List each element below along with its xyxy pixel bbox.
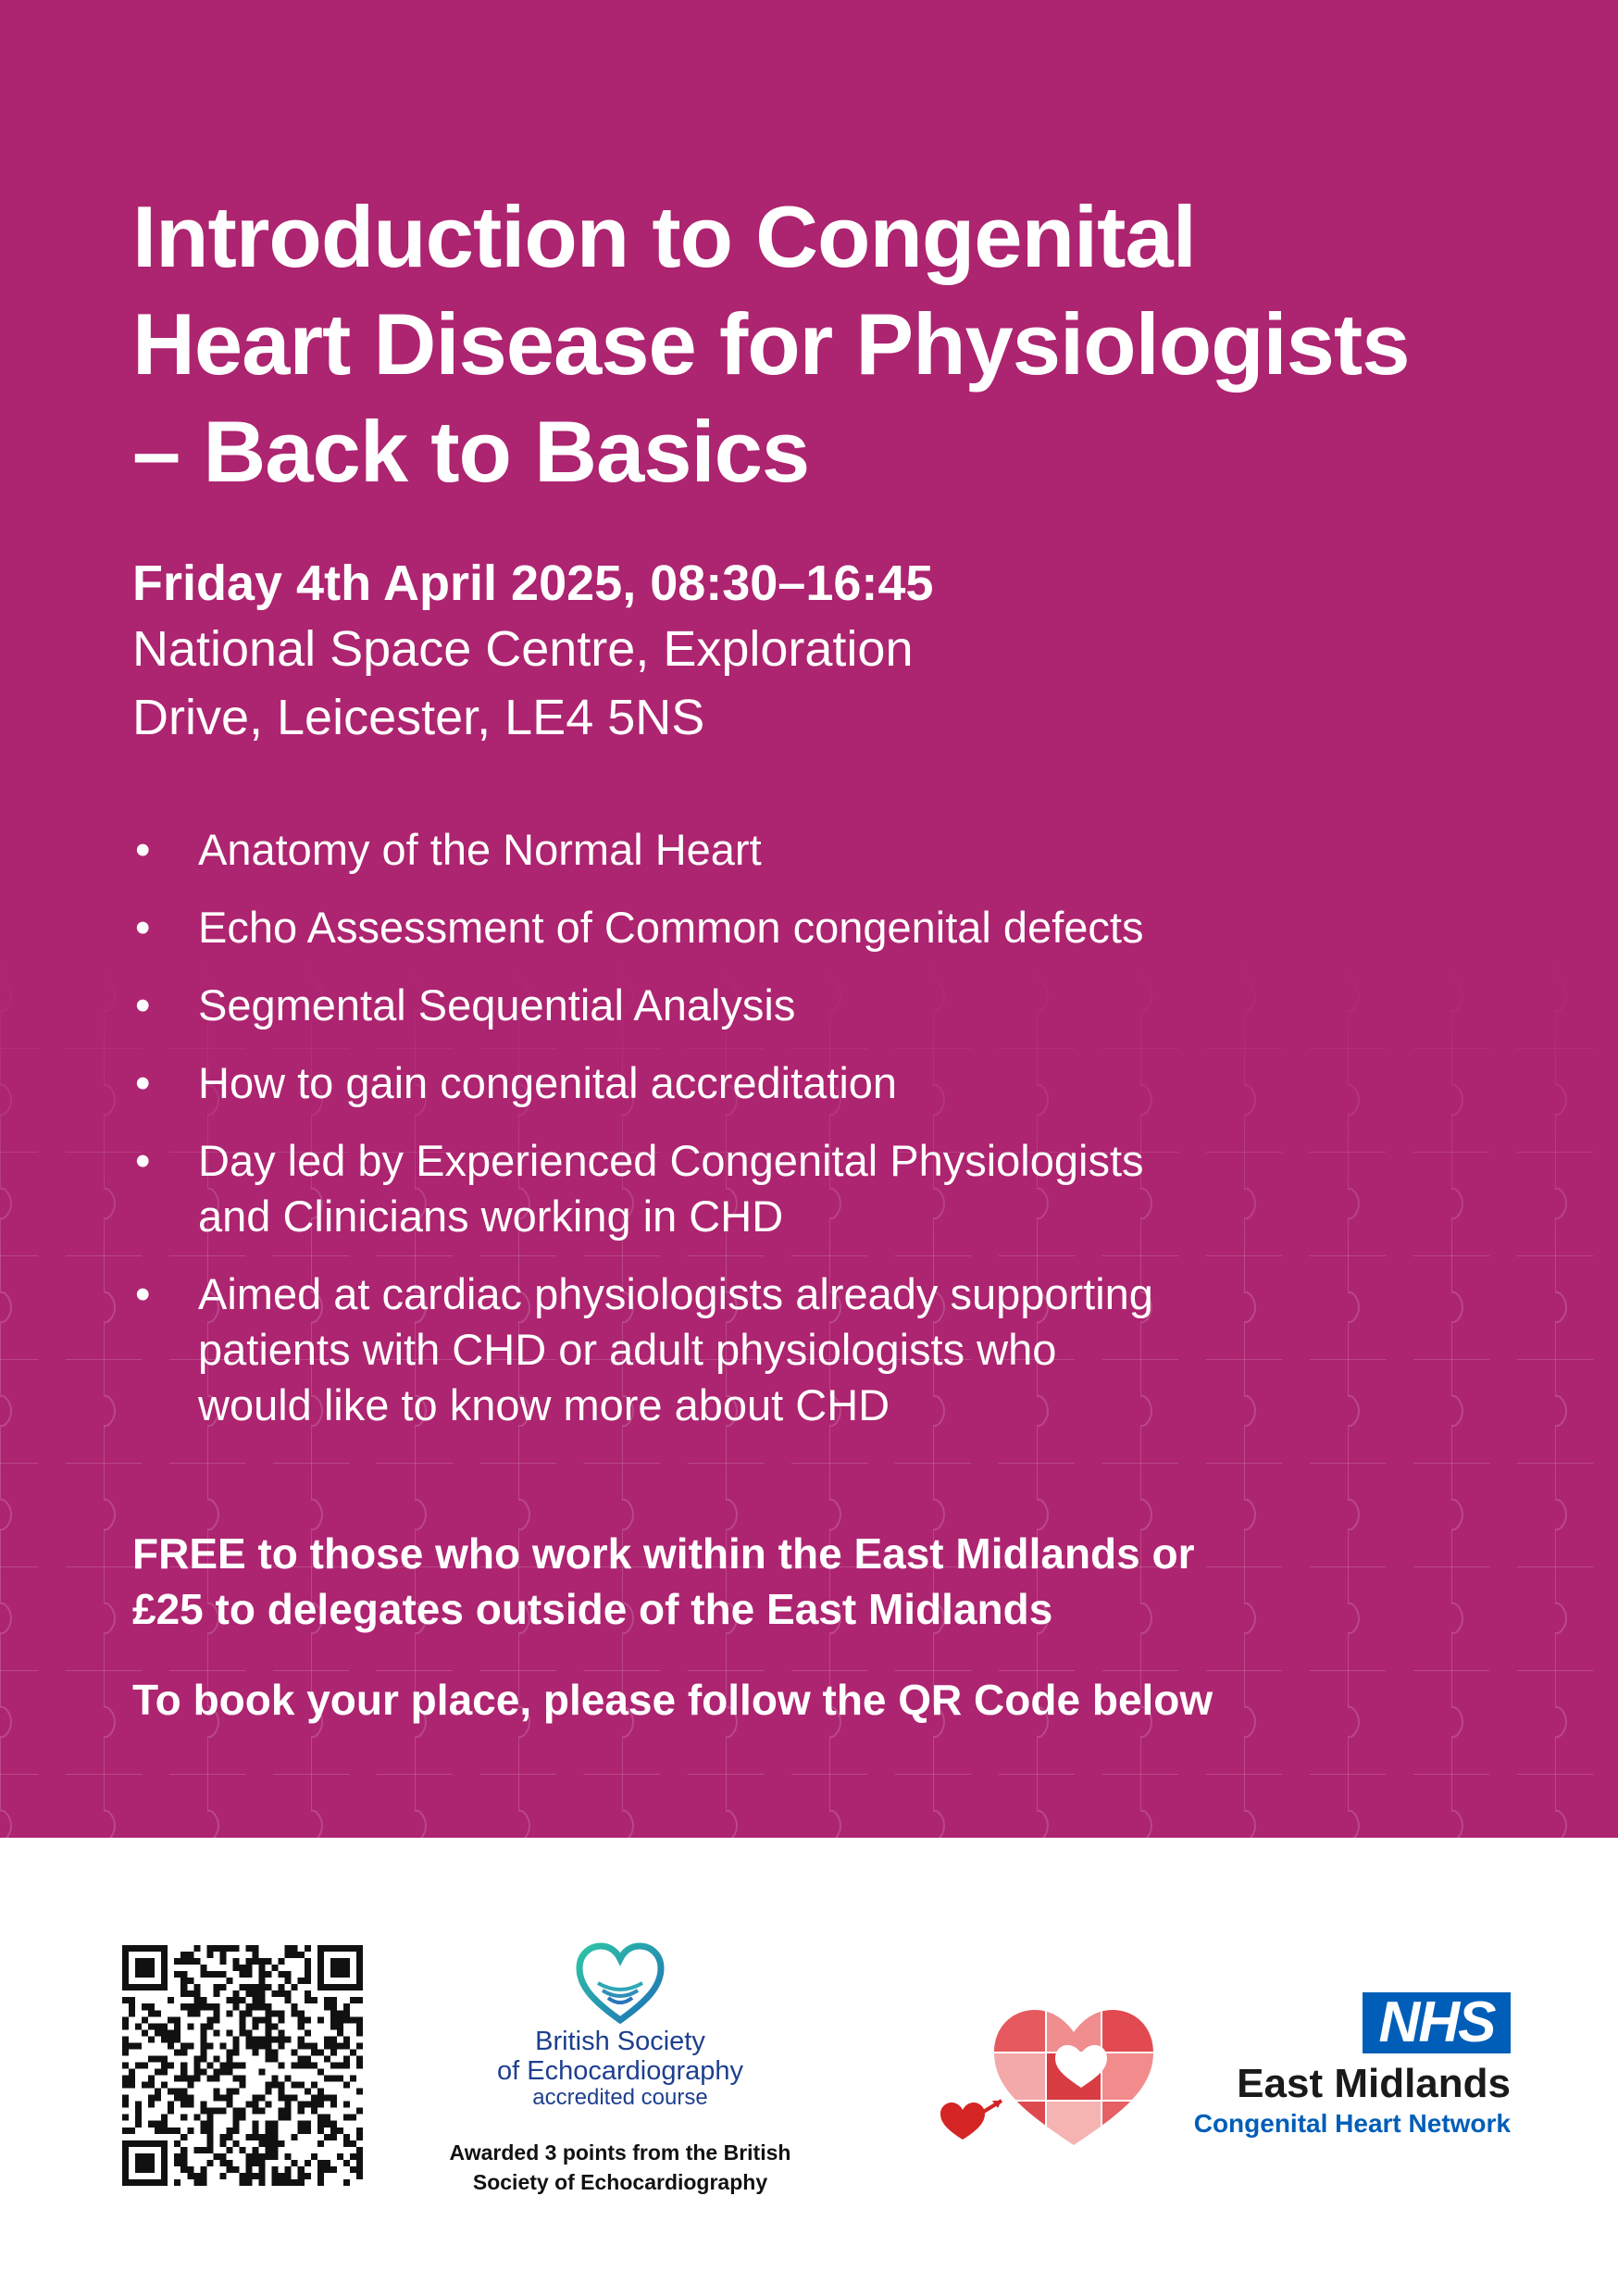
qr-code-icon[interactable] bbox=[122, 1945, 363, 2186]
topic-line: Aimed at cardiac physiologists already supporting bbox=[198, 1269, 1153, 1318]
award-line: Awarded 3 points from the British bbox=[449, 2140, 791, 2165]
network-name: Congenital Heart Network bbox=[1193, 2109, 1511, 2138]
topic-item bbox=[132, 900, 1521, 955]
venue-line: Drive, Leicester, LE4 5NS bbox=[132, 690, 705, 745]
event-title-line: Introduction to Congenital bbox=[132, 188, 1196, 285]
nhs-region-name: East Midlands bbox=[1237, 2061, 1511, 2106]
event-title bbox=[132, 183, 1521, 505]
bse-award-note bbox=[389, 2138, 852, 2197]
pricing-line: FREE to those who work within the East Midlands or bbox=[132, 1529, 1195, 1578]
bullet-icon: • bbox=[135, 825, 151, 874]
event-title-line: Heart Disease for Physiologists bbox=[132, 295, 1410, 393]
topic-line: would like to know more about CHD bbox=[198, 1380, 890, 1429]
topic-line: Echo Assessment of Common congenital defects bbox=[198, 903, 1144, 952]
topic-item bbox=[132, 1055, 1521, 1111]
award-line: Society of Echocardiography bbox=[472, 2170, 768, 2194]
venue-line: National Space Centre, Exploration bbox=[132, 621, 914, 677]
topic-item bbox=[132, 1133, 1521, 1244]
bullet-icon: • bbox=[135, 1269, 151, 1318]
topic-line: How to gain congenital accreditation bbox=[198, 1058, 898, 1107]
topic-list bbox=[132, 822, 1521, 1455]
bse-subtitle: accredited course bbox=[532, 2085, 708, 2110]
event-venue bbox=[132, 615, 914, 752]
nhs-badge: NHS bbox=[1363, 1992, 1511, 2053]
event-title-line: – Back to Basics bbox=[132, 403, 810, 500]
bullet-icon: • bbox=[135, 1058, 151, 1107]
topic-item bbox=[132, 822, 1521, 878]
booking-instruction: To book your place, please follow the QR Code below bbox=[132, 1676, 1214, 1724]
topic-line: Segmental Sequential Analysis bbox=[198, 980, 796, 1029]
bse-heart-logo-icon bbox=[576, 1942, 665, 2026]
bse-name-line: British Society bbox=[535, 2027, 705, 2056]
topic-line: patients with CHD or adult physiologists who bbox=[198, 1325, 1057, 1374]
event-date-time: Friday 4th April 2025, 08:30–16:45 bbox=[132, 555, 934, 611]
pricing-line: £25 to delegates outside of the East Midlands bbox=[132, 1585, 1053, 1633]
bullet-icon: • bbox=[135, 903, 151, 952]
bse-name bbox=[435, 2027, 805, 2086]
topic-item bbox=[132, 978, 1521, 1033]
topic-line: Day led by Experienced Congenital Physiologists bbox=[198, 1136, 1144, 1185]
topic-item bbox=[132, 1267, 1521, 1433]
topic-line: and Clinicians working in CHD bbox=[198, 1192, 784, 1241]
topic-line: Anatomy of the Normal Heart bbox=[198, 825, 762, 874]
pricing-info bbox=[132, 1526, 1195, 1637]
bullet-icon: • bbox=[135, 1136, 151, 1185]
bse-name-line: of Echocardiography bbox=[497, 2056, 743, 2086]
bullet-icon: • bbox=[135, 980, 151, 1029]
